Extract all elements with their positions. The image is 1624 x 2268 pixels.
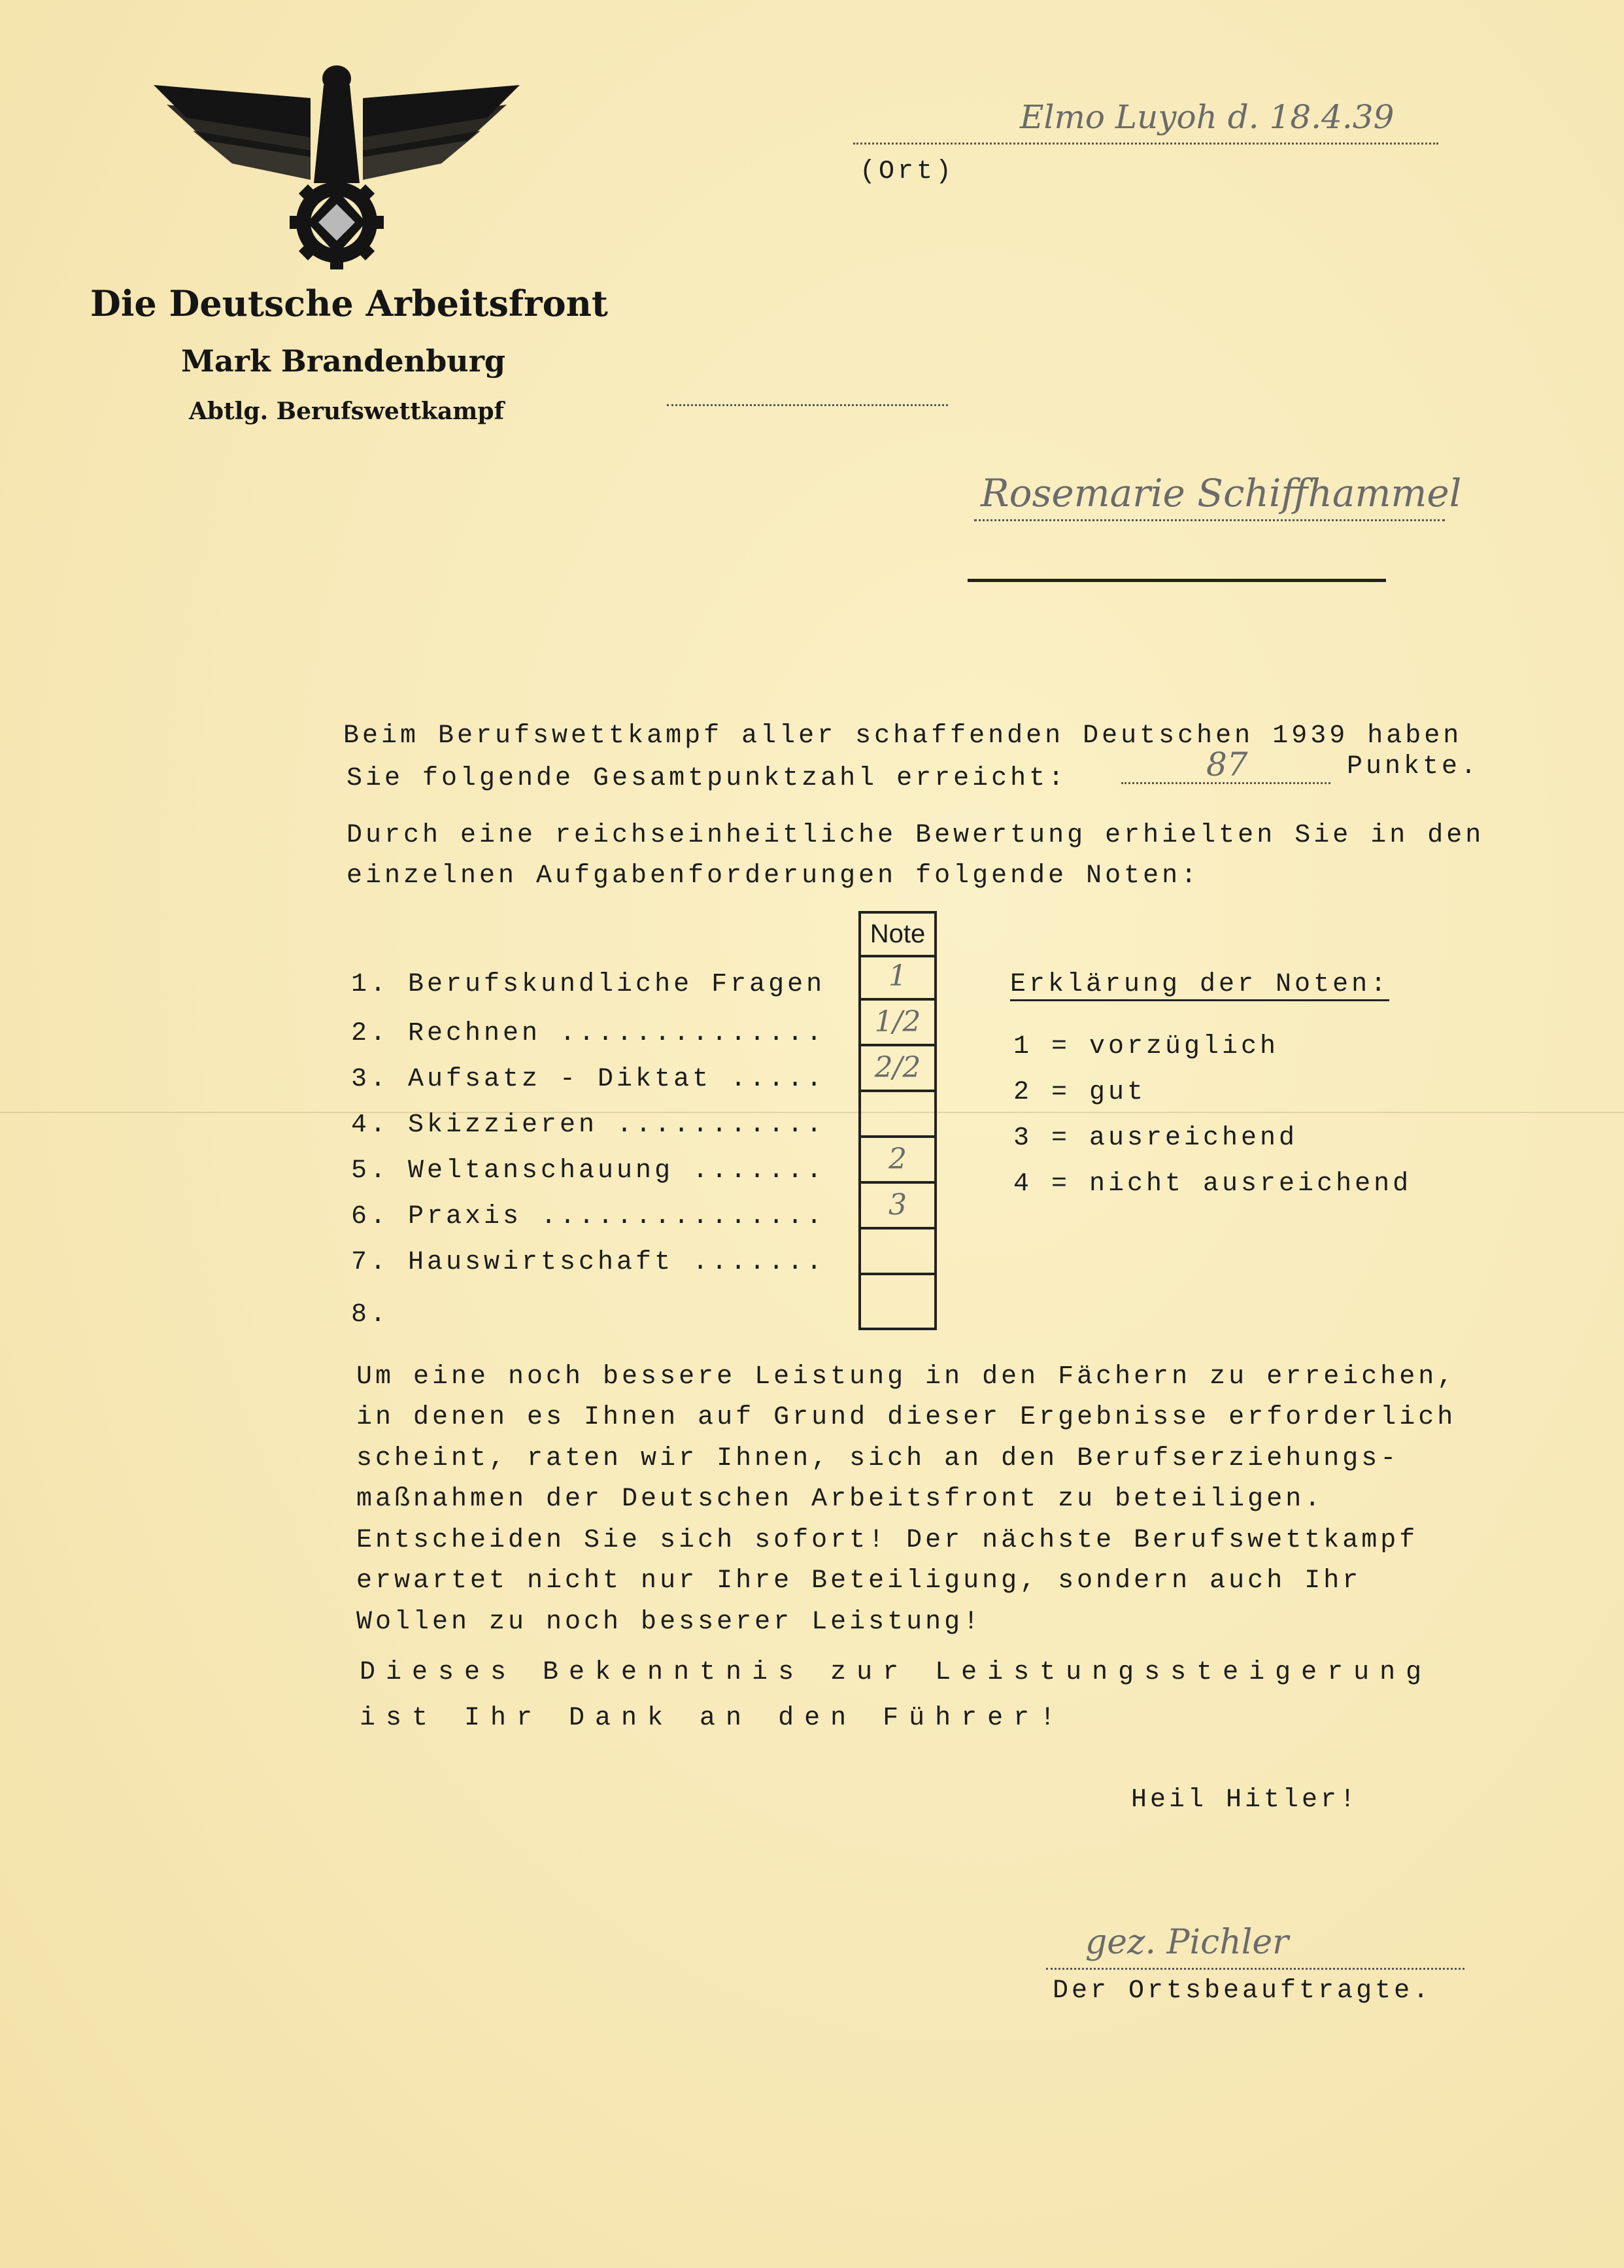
grade-cell-6: 3 [858, 1184, 937, 1229]
address-line-dotted [667, 402, 948, 406]
signature-line [1046, 1965, 1464, 1970]
grade-label-7: 7. Hauswirtschaft ....... [351, 1248, 826, 1277]
grade-cell-4 [858, 1092, 937, 1138]
body-line-1: Um eine noch bessere Leistung in den Fächern zu erreichen, [356, 1362, 1457, 1392]
salutation: Heil Hitler! [1131, 1785, 1359, 1815]
closing-line-2: ist Ihr Dank an den Führer! [360, 1704, 1066, 1733]
body-line-6: erwartet nicht nur Ihre Beteiligung, sondern auch Ihr [356, 1566, 1362, 1596]
grade-label-3: 3. Aufsatz - Diktat ..... [351, 1065, 826, 1094]
grade-label-2: 2. Rechnen .............. [351, 1019, 826, 1048]
points-handwritten: 87 [1206, 746, 1248, 783]
intro-line-1: Beim Berufswettkampf aller schaffenden Deutschen 1939 haben [343, 721, 1463, 751]
legend-item-2: 2 = gut [1013, 1078, 1147, 1107]
grade-label-5: 5. Weltanschauung ....... [351, 1156, 826, 1186]
signature-handwritten: gez. Pichler [1085, 1923, 1289, 1962]
grade-cell-3: 2/2 [858, 1046, 937, 1092]
grade-cell-8 [858, 1275, 937, 1330]
body-line-4: maßnahmen der Deutschen Arbeitsfront zu beteiligen. [356, 1485, 1324, 1514]
place-line [853, 137, 1438, 145]
address-underline [968, 579, 1386, 582]
place-date-handwritten: Elmo Luyoh d. 18.4.39 [1020, 98, 1395, 136]
eagle-emblem [147, 59, 526, 281]
grade-cell-2: 1/2 [858, 1001, 937, 1046]
intro-line-3: Durch eine reichseinheitliche Bewertung erhielten Sie in den [347, 821, 1485, 850]
grade-cell-7 [858, 1229, 937, 1275]
grades-header: Note [858, 911, 937, 957]
region-name: Mark Brandenburg [181, 343, 506, 379]
grade-cell-5: 2 [858, 1138, 937, 1184]
grade-label-8: 8. [351, 1300, 390, 1330]
grade-label-4: 4. Skizzieren ........... [351, 1110, 826, 1140]
org-name: Die Deutsche Arbeitsfront [90, 283, 608, 324]
body-line-3: scheint, raten wir Ihnen, sich an den Berufserziehungs- [356, 1444, 1400, 1473]
legend-item-3: 3 = ausreichend [1013, 1124, 1298, 1153]
signature-label: Der Ortsbeauftragte. [1053, 1976, 1432, 2006]
recipient-line [974, 517, 1445, 521]
place-label: (Ort) [860, 157, 955, 186]
legend-title: Erklärung der Noten: [1010, 970, 1389, 1001]
grade-label-1: 1. Berufskundliche Fragen [351, 970, 826, 999]
intro-line-2-prefix: Sie folgende Gesamtpunktzahl erreicht: [347, 764, 1068, 793]
legend-item-4: 4 = nicht ausreichend [1013, 1169, 1412, 1199]
intro-line-4: einzelnen Aufgabenforderungen folgende Noten: [347, 861, 1200, 891]
grade-cell-1: 1 [858, 955, 937, 1001]
grade-label-6: 6. Praxis ............... [351, 1202, 826, 1231]
recipient-handwritten: Rosemarie Schiffhammel [981, 471, 1462, 515]
department-name: Abtlg. Berufswettkampf [189, 398, 505, 425]
intro-line-2-suffix: Punkte. [1347, 752, 1480, 782]
closing-line-1: Dieses Bekenntnis zur Leistungssteigerung [360, 1658, 1432, 1687]
body-line-7: Wollen zu noch besserer Leistung! [356, 1607, 983, 1637]
body-line-5: Entscheiden Sie sich sofort! Der nächste Berufswettkampf [356, 1526, 1419, 1555]
body-line-2: in denen es Ihnen auf Grund dieser Ergebnisse erforderlich [356, 1403, 1457, 1432]
legend-item-1: 1 = vorzüglich [1013, 1032, 1279, 1061]
